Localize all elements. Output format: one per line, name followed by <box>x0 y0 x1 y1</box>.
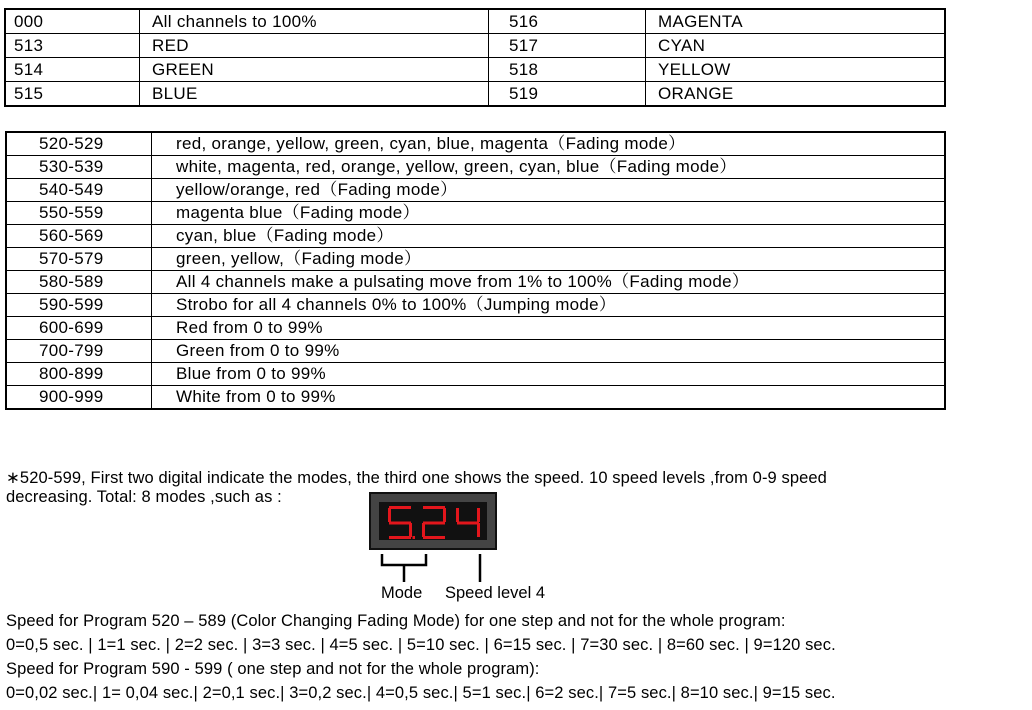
table-row <box>6 317 945 340</box>
range-cell: 570-579 <box>6 248 152 271</box>
code-cell: 515 <box>5 82 140 107</box>
range-cell: 550-559 <box>6 202 152 225</box>
label-cell: YELLOW <box>646 58 946 82</box>
description-cell: white, magenta, red, orange, yellow, green, cyan, blue（Fading mode） <box>152 156 946 179</box>
code-cell: 517 <box>489 34 646 58</box>
label-cell: CYAN <box>646 34 946 58</box>
fading-speed-values: 0=0,5 sec. | 1=1 sec. | 2=2 sec. | 3=3 sec. | 4=5 sec. | 5=10 sec. | 6=15 sec. | 7=30 sec. | 8=60 sec. | 9=120 sec. <box>6 636 836 654</box>
description-cell: Red from 0 to 99% <box>152 317 946 340</box>
description-cell: Green from 0 to 99% <box>152 340 946 363</box>
range-cell: 700-799 <box>6 340 152 363</box>
description-cell: All 4 channels make a pulsating move from 1% to 100%（Fading mode） <box>152 271 946 294</box>
digit-4 <box>453 505 483 541</box>
mode-note-line-2: decreasing. Total: 8 modes ,such as : <box>6 488 282 506</box>
table-row <box>6 202 945 225</box>
code-cell: 518 <box>489 58 646 82</box>
description-cell: magenta blue（Fading mode） <box>152 202 946 225</box>
range-cell: 600-699 <box>6 317 152 340</box>
jumping-speed-title: Speed for Program 590 - 599 ( one step and not for the whole program): <box>6 660 540 678</box>
label-cell: RED <box>140 34 489 58</box>
display-face <box>379 502 487 540</box>
table-row <box>6 363 945 386</box>
table-row <box>5 58 945 82</box>
table-row <box>5 82 945 107</box>
label-cell: BLUE <box>140 82 489 107</box>
description-cell: red, orange, yellow, green, cyan, blue, magenta（Fading mode） <box>152 132 946 156</box>
table-row <box>6 132 945 156</box>
mode-note-line-1: ∗520-599, First two digital indicate the modes, the third one shows the speed. 10 speed levels ,from 0-9 speed <box>6 469 827 487</box>
table-row <box>6 225 945 248</box>
table-row <box>5 9 945 34</box>
range-cell: 560-569 <box>6 225 152 248</box>
code-cell: 516 <box>489 9 646 34</box>
basic-color-table <box>4 8 946 107</box>
table-row <box>6 386 945 410</box>
label-cell: GREEN <box>140 58 489 82</box>
label-cell: ORANGE <box>646 82 946 107</box>
program-table <box>5 131 946 410</box>
mode-label: Mode <box>381 584 423 602</box>
mode-bracket-icon <box>370 552 500 584</box>
range-cell: 900-999 <box>6 386 152 410</box>
fading-speed-title: Speed for Program 520 – 589 (Color Changing Fading Mode) for one step and not for the whole program: <box>6 612 786 630</box>
range-cell: 590-599 <box>6 294 152 317</box>
code-cell: 519 <box>489 82 646 107</box>
description-cell: cyan, blue（Fading mode） <box>152 225 946 248</box>
jumping-speed-values: 0=0,02 sec.| 1= 0,04 sec.| 2=0,1 sec.| 3=0,2 sec.| 4=0,5 sec.| 5=1 sec.| 6=2 sec.| 7=5 sec.| 8=10 sec.| 9=15 sec. <box>6 684 836 702</box>
seven-segment-display <box>369 492 497 550</box>
range-cell: 580-589 <box>6 271 152 294</box>
code-cell: 000 <box>5 9 140 34</box>
label-cell: MAGENTA <box>646 9 946 34</box>
code-cell: 514 <box>5 58 140 82</box>
table-row <box>6 179 945 202</box>
description-cell: Blue from 0 to 99% <box>152 363 946 386</box>
table-row <box>6 156 945 179</box>
digit-5 <box>385 505 415 541</box>
range-cell: 540-549 <box>6 179 152 202</box>
description-cell: Strobo for all 4 channels 0% to 100%（Jumping mode） <box>152 294 946 317</box>
table-row <box>5 34 945 58</box>
range-cell: 800-899 <box>6 363 152 386</box>
table-row <box>6 248 945 271</box>
description-cell: green, yellow,（Fading mode） <box>152 248 946 271</box>
description-cell: White from 0 to 99% <box>152 386 946 410</box>
code-cell: 513 <box>5 34 140 58</box>
table-row <box>6 271 945 294</box>
label-cell: All channels to 100% <box>140 9 489 34</box>
table-row <box>6 340 945 363</box>
description-cell: yellow/orange, red（Fading mode） <box>152 179 946 202</box>
table-row <box>6 294 945 317</box>
speed-level-label: Speed level 4 <box>445 584 545 602</box>
range-cell: 520-529 <box>6 132 152 156</box>
range-cell: 530-539 <box>6 156 152 179</box>
digit-2 <box>419 505 449 541</box>
